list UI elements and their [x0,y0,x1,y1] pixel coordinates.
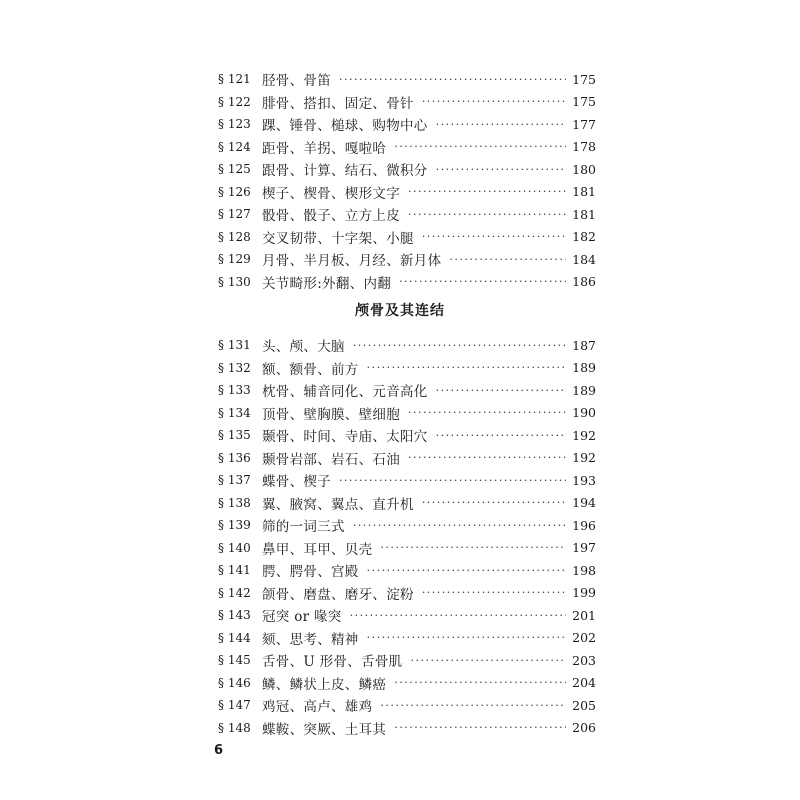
toc-entry[interactable] [218,649,596,672]
toc-entry[interactable] [218,248,596,271]
page-number: 202 [572,630,596,646]
toc-entry[interactable] [218,68,596,91]
entry-title: 踝、锤骨、槌球、购物中心 [262,118,428,135]
entry-title: 关节畸形:外翻、内翻 [262,275,392,292]
entry-title: 胫骨、骨笛 [262,73,331,90]
toc-entry[interactable] [218,379,596,402]
page-number: 187 [572,337,596,353]
entry-title: 跟骨、计算、结石、微积分 [262,163,428,180]
dot-leader [394,721,566,734]
section-number: § 121 [218,72,251,87]
page-number: 186 [572,274,596,290]
section-number: § 125 [218,162,251,177]
page-number: 181 [572,184,596,200]
dot-leader [367,564,567,577]
dot-leader [350,609,567,622]
section-number: § 140 [218,540,251,555]
dot-leader [399,275,566,288]
dot-leader [436,384,567,397]
section-number: § 126 [218,184,251,199]
dot-leader [410,654,566,667]
entry-title: 翼、腋窝、翼点、直升机 [262,496,414,513]
entry-title: 顶骨、壁胸膜、壁细胞 [262,406,400,423]
dot-leader [367,361,567,374]
dot-leader [339,474,566,487]
page-number: 192 [572,427,596,443]
dot-leader [408,406,566,419]
entry-title: 颌骨、磨盘、磨牙、淀粉 [262,586,414,603]
dot-leader [380,541,566,554]
section-number: § 127 [218,207,251,222]
page-number: 175 [572,71,596,87]
page-number: 205 [572,697,596,713]
dot-leader [436,118,567,131]
page-number: 189 [572,382,596,398]
section-number: § 143 [218,608,251,623]
toc-entry[interactable] [218,447,596,470]
toc-entry[interactable] [218,559,596,582]
dot-leader [422,496,566,509]
entry-title: 鼻甲、耳甲、贝壳 [262,541,373,558]
page-number: 189 [572,360,596,376]
dot-leader [353,519,566,532]
section-number: § 141 [218,563,251,578]
toc-entry[interactable] [218,492,596,515]
entry-title: 鳞、鳞状上皮、鳞癌 [262,676,387,693]
toc-entry[interactable] [218,694,596,717]
toc-entry[interactable] [218,357,596,380]
page-number: 201 [572,607,596,623]
entry-title: 腓骨、搭扣、固定、骨针 [262,95,414,112]
toc-entry[interactable] [218,424,596,447]
entry-title: 枕骨、辅音同化、元音高化 [262,384,428,401]
dot-leader [380,699,566,712]
toc-entry[interactable] [218,537,596,560]
toc-entry[interactable] [218,514,596,537]
page-number: 175 [572,94,596,110]
section-number: § 138 [218,495,251,510]
dot-leader [408,208,566,221]
section-number: § 145 [218,653,251,668]
entry-title: 蝶鞍、突厥、土耳其 [262,721,387,738]
page-folio: 6 [214,743,224,758]
dot-leader [394,140,566,153]
page-number: 190 [572,405,596,421]
page-number: 206 [572,720,596,736]
page-number: 192 [572,450,596,466]
dot-leader [408,451,566,464]
section-number: § 124 [218,139,251,154]
entry-title: 颞骨、时间、寺庙、太阳穴 [262,429,428,446]
dot-leader [436,163,567,176]
dot-leader [436,429,567,442]
entry-title: 舌骨、U 形骨、舌骨肌 [262,654,403,671]
page-number: 180 [572,161,596,177]
dot-leader [394,676,566,689]
toc-entry[interactable] [218,203,596,226]
toc-entry[interactable] [218,604,596,627]
entry-title: 筛的一词三式 [262,519,345,536]
section-heading: 颅骨及其连结 [355,303,445,319]
section-number: § 132 [218,360,251,375]
section-number: § 144 [218,630,251,645]
section-number: § 146 [218,675,251,690]
dot-leader [422,230,566,243]
section-number: § 133 [218,383,251,398]
section-number: § 134 [218,405,251,420]
section-number: § 122 [218,94,251,109]
dot-leader [408,185,566,198]
page-number: 182 [572,229,596,245]
toc-entry[interactable] [218,271,596,294]
dot-leader [339,73,566,86]
toc-entry[interactable] [218,226,596,249]
toc-entry[interactable] [218,627,596,650]
entry-title: 颞骨岩部、岩石、石油 [262,451,400,468]
section-number: § 128 [218,229,251,244]
entry-title: 鸡冠、高卢、雄鸡 [262,699,373,716]
entry-title: 额、额骨、前方 [262,361,359,378]
toc-entry[interactable] [218,672,596,695]
dot-leader [367,631,567,644]
page-number: 181 [572,206,596,222]
section-number: § 136 [218,450,251,465]
entry-title: 楔子、楔骨、楔形文字 [262,185,400,202]
page-number: 184 [572,251,596,267]
section-number: § 130 [218,274,251,289]
entry-title: 月骨、半月板、月经、新月体 [262,253,442,270]
toc-entry[interactable] [218,113,596,136]
toc-entry[interactable] [218,136,596,159]
page-number: 199 [572,585,596,601]
entry-title: 蝶骨、楔子 [262,474,331,491]
entry-title: 距骨、羊拐、嘎啦哈 [262,140,387,157]
page-number: 204 [572,675,596,691]
toc-group-a [218,68,596,293]
page-number: 197 [572,540,596,556]
section-number: § 135 [218,428,251,443]
section-number: § 137 [218,473,251,488]
toc-entry[interactable] [218,181,596,204]
page-number: 177 [572,116,596,132]
dot-leader [449,253,566,266]
dot-leader [353,339,566,352]
dot-leader [422,95,566,108]
toc-group-b [218,334,596,739]
page-number: 193 [572,472,596,488]
toc-entry[interactable] [218,334,596,357]
entry-title: 头、颅、大脑 [262,339,345,356]
entry-title: 交叉韧带、十字架、小腿 [262,230,414,247]
section-number: § 131 [218,338,251,353]
page-number: 194 [572,495,596,511]
toc-entry[interactable] [218,402,596,425]
toc-entry[interactable] [218,91,596,114]
section-number: § 148 [218,720,251,735]
section-number: § 123 [218,117,251,132]
toc-entry[interactable] [218,582,596,605]
toc-entry[interactable] [218,717,596,740]
section-number: § 142 [218,585,251,600]
section-number: § 139 [218,518,251,533]
page-number: 203 [572,652,596,668]
toc-entry[interactable] [218,158,596,181]
entry-title: 冠突 or 喙突 [262,609,342,626]
entry-title: 颏、思考、精神 [262,631,359,648]
page-number: 198 [572,562,596,578]
dot-leader [422,586,566,599]
page-number: 178 [572,139,596,155]
entry-title: 腭、腭骨、宫殿 [262,564,359,581]
entry-title: 骰骨、骰子、立方上皮 [262,208,400,225]
section-number: § 129 [218,252,251,267]
toc-entry[interactable] [218,469,596,492]
page-number: 196 [572,517,596,533]
section-number: § 147 [218,698,251,713]
